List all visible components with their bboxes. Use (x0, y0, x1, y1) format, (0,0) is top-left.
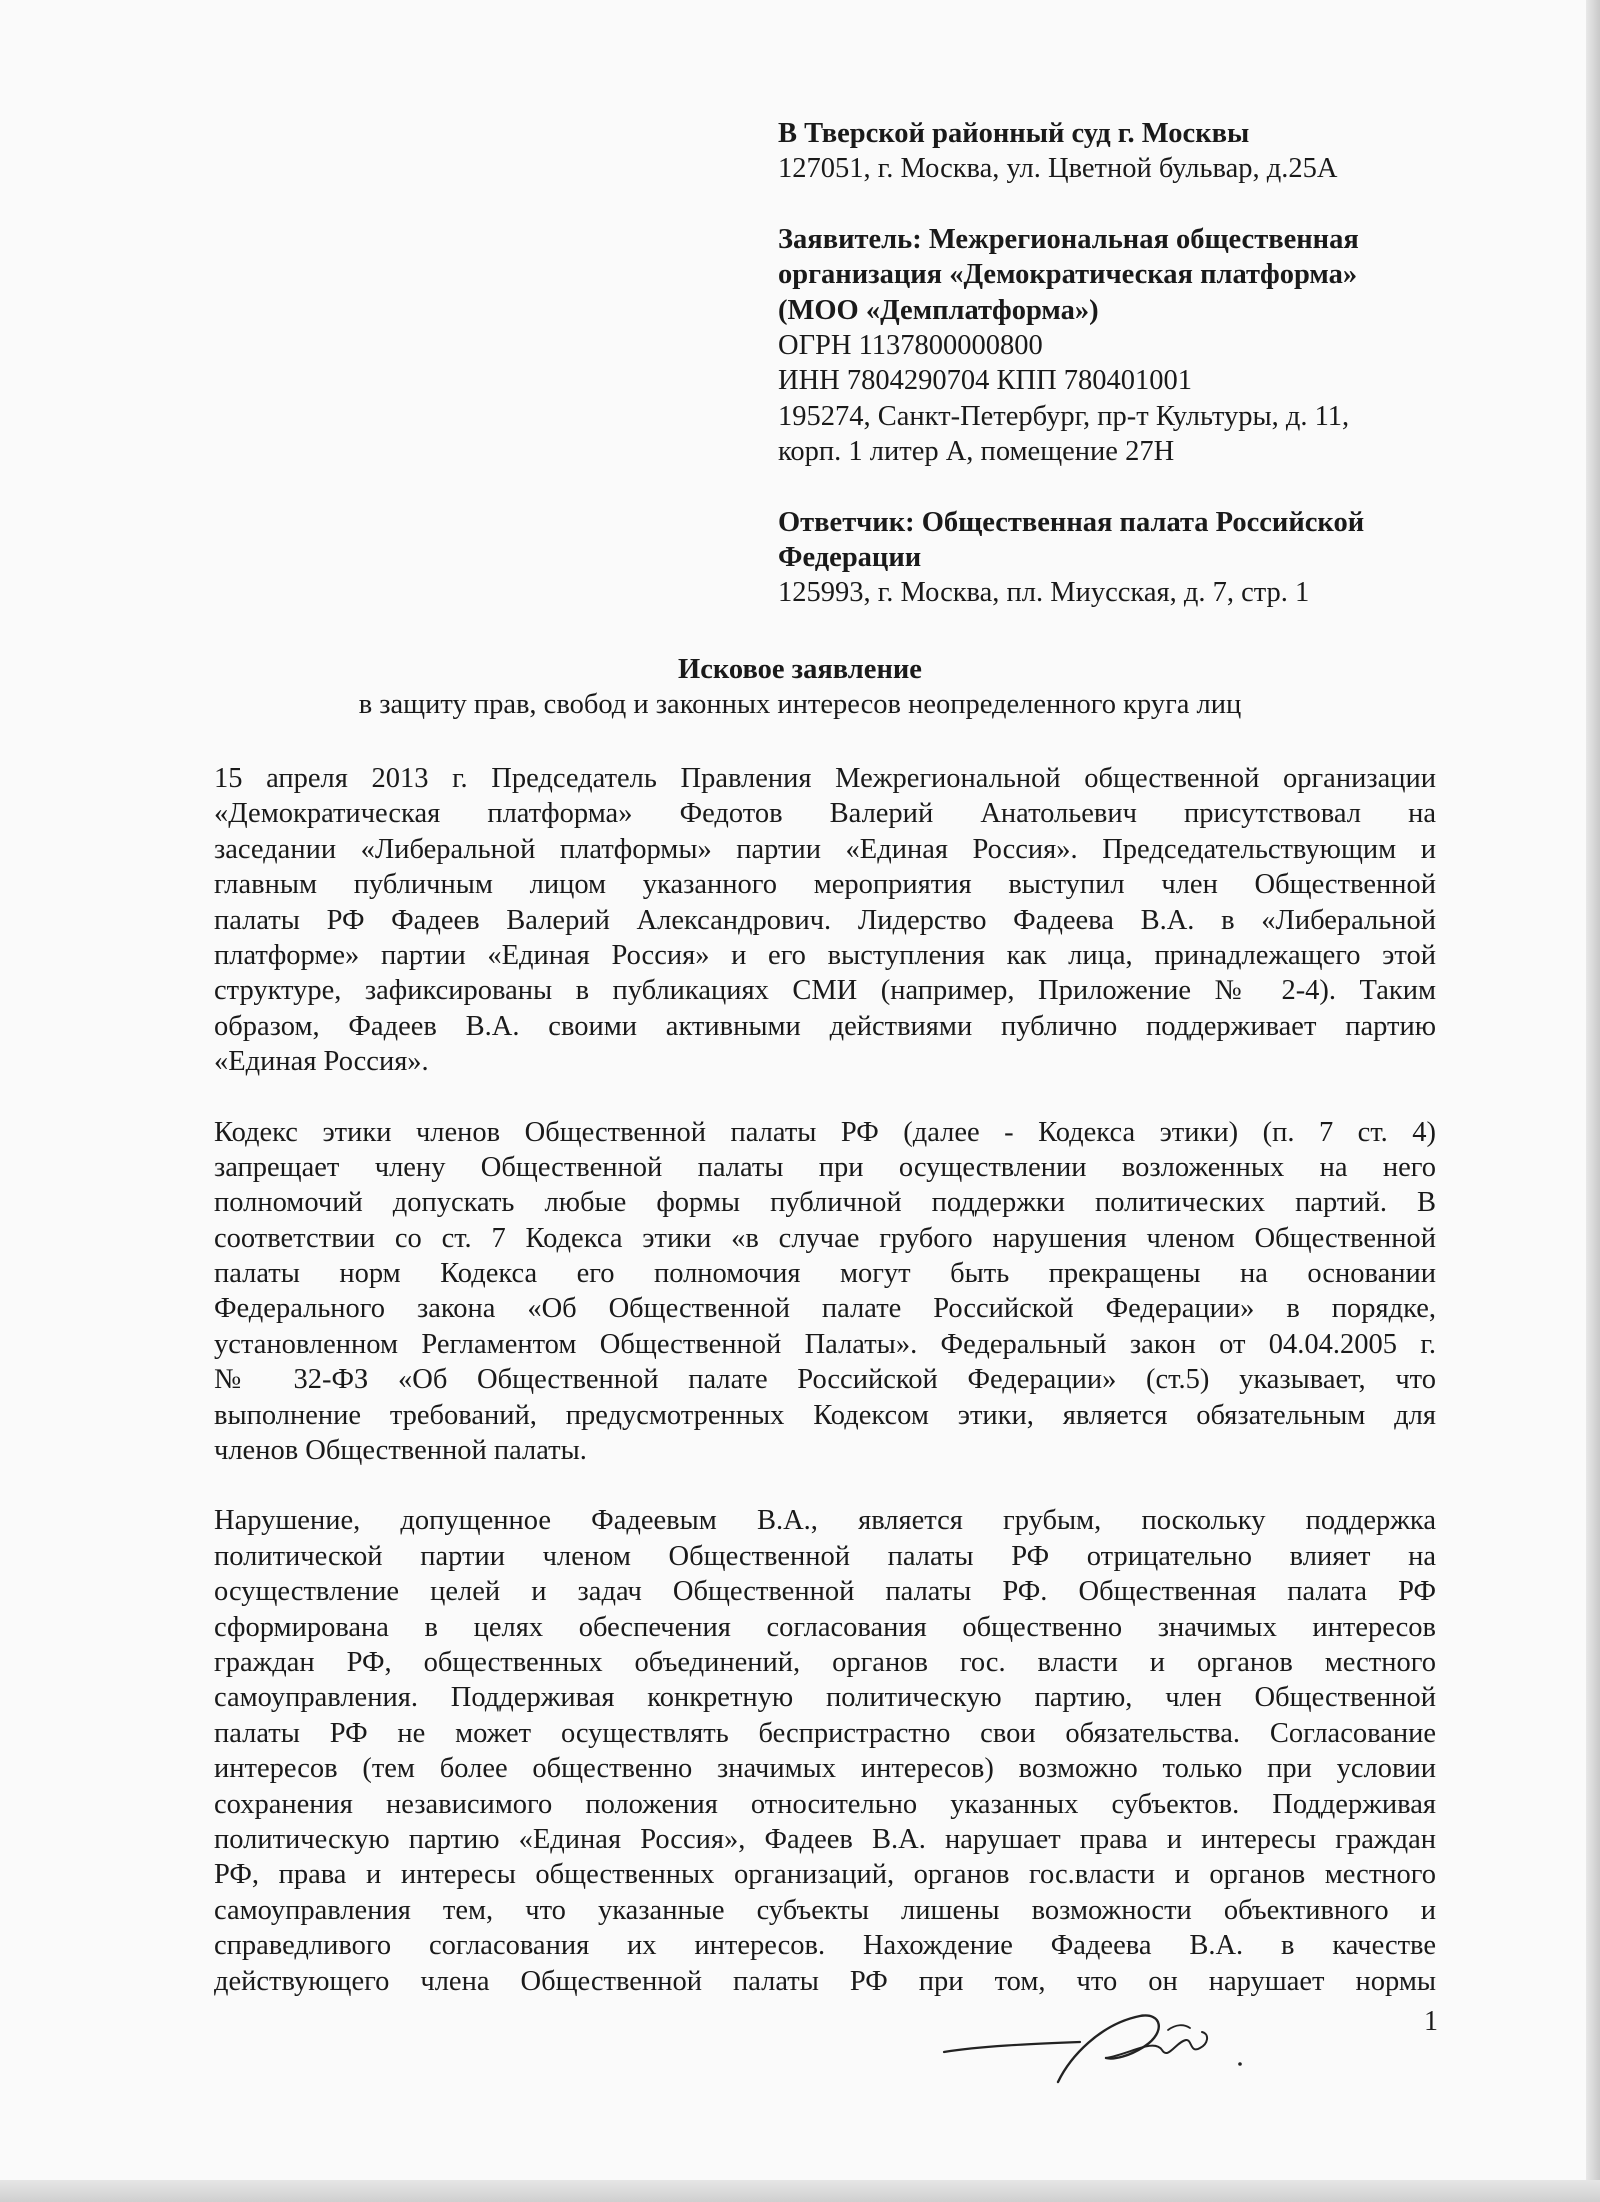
defendant-block (778, 505, 1438, 611)
applicant-inn-kpp: ИНН 7804290704 КПП 780401001 (778, 365, 1193, 397)
paragraph-line: Кодекс этики членов Общественной палаты РФ (далее - Кодекса этики) (п. 7 ст. 4) (214, 1116, 1436, 1148)
title-subheading: в защиту прав, свобод и законных интересов неопределенного круга лиц (358, 689, 1242, 721)
paragraph-line: РФ, права и интересы общественных организаций, органов гос.власти и органов местного (214, 1859, 1436, 1891)
document-title (0, 652, 1600, 723)
paragraph-line: действующего члена Общественной палаты РФ при том, что он нарушает нормы (214, 1965, 1436, 1997)
signature-icon (940, 2002, 1270, 2092)
applicant-address-line: 195274, Санкт-Петербург, пр-т Культуры, д. 11, (778, 400, 1350, 432)
paragraph-line: образом, Фадеев В.А. своими активными действиями публично поддерживает партию (214, 1010, 1436, 1042)
paragraph-line: Федерального закона «Об Общественной палате Российской Федерации» в порядке, (214, 1293, 1436, 1325)
paragraph-line: Нарушение, допущенное Фадеевым В.А., является грубым, поскольку поддержка (214, 1505, 1436, 1537)
paragraph-line: политической партии членом Общественной палаты РФ отрицательно влияет на (214, 1540, 1436, 1572)
paragraph-line: полномочий допускать любые формы публичной поддержки политических партий. В (214, 1187, 1436, 1219)
title-heading: Исковое заявление (678, 654, 922, 685)
paragraph-line: № 32-ФЗ «Об Общественной палате Российской Федерации» (ст.5) указывает, что (214, 1364, 1436, 1396)
paragraph-line: палаты РФ не может осуществлять беспристрастно свои обязательства. Согласование (214, 1717, 1436, 1749)
paragraph-line: «Демократическая платформа» Федотов Валерий Анатольевич присутствовал на (214, 798, 1436, 830)
paragraph-line: заседании «Либеральной платформы» партии «Единая Россия». Председательствующим и (214, 833, 1436, 865)
paragraph-line: установленном Регламентом Общественной Палаты». Федеральный закон от 04.04.2005 г. (214, 1328, 1436, 1360)
paragraph (214, 1115, 1436, 1469)
paragraph-line: политическую партию «Единая Россия», Фадеев В.А. нарушает права и интересы граждан (214, 1823, 1436, 1855)
paragraph-line: соответствии со ст. 7 Кодекса этики «в случае грубого нарушения членом Общественной (214, 1222, 1436, 1254)
defendant-label-line: Федерации (778, 542, 922, 574)
paragraph-line: сформирована в целях обеспечения согласования общественно значимых интересов (214, 1611, 1436, 1643)
applicant-label-line: Заявитель: Межрегиональная общественная (778, 223, 1359, 255)
court-block (778, 116, 1438, 187)
page-edge-shadow (1586, 0, 1600, 2202)
paragraph-line: «Единая Россия». (214, 1046, 429, 1078)
paragraph-line: платформе» партии «Единая Россия» и его выступления как лица, принадлежащего этой (214, 939, 1436, 971)
paragraph-line: самоуправления. Поддерживая конкретную политическую партию, член Общественной (214, 1682, 1436, 1714)
paragraph-line: граждан РФ, общественных объединений, органов гос. власти и органов местного (214, 1646, 1436, 1678)
addressee-block (778, 116, 1438, 646)
applicant-label-line: организация «Демократическая платформа» (778, 259, 1358, 291)
paragraph (214, 1503, 1436, 1998)
paragraph-line: палаты РФ Фадеев Валерий Александрович. Лидерство Фадеева В.А. в «Либеральной (214, 904, 1436, 936)
applicant-address-line: корп. 1 литер А, помещение 27Н (778, 436, 1175, 468)
paragraph-line: самоуправления тем, что указанные субъекты лишены возможности объективного и (214, 1894, 1436, 1926)
paragraph-line: палаты норм Кодекса его полномочия могут быть прекращены на основании (214, 1258, 1436, 1290)
court-address: 127051, г. Москва, ул. Цветной бульвар, д.25А (778, 153, 1338, 185)
document-body (214, 761, 1436, 2034)
paragraph-line: сохранения независимого положения относительно указанных субъектов. Поддерживая (214, 1788, 1436, 1820)
paragraph-line: запрещает члену Общественной палаты при осуществлении возложенных на него (214, 1151, 1436, 1183)
court-name: В Тверской районный суд г. Москвы (778, 118, 1250, 149)
applicant-block (778, 222, 1438, 470)
defendant-label-line: Ответчик: Общественная палата Российской (778, 506, 1365, 538)
applicant-label-line: (МОО «Демплатформа») (778, 294, 1099, 326)
paragraph-line: 15 апреля 2013 г. Председатель Правления Межрегиональной общественной организации (214, 763, 1436, 794)
paragraph-line: справедливого согласования их интересов. Нахождение Фадеева В.А. в качестве (214, 1930, 1436, 1962)
page-number: 1 (1424, 2006, 1438, 2037)
paragraph-line: структуре, зафиксированы в публикациях СМИ (например, Приложение № 2-4). Таким (214, 975, 1436, 1007)
paragraph (214, 761, 1436, 1080)
paragraph-line: выполнение требований, предусмотренных Кодексом этики, является обязательным для (214, 1399, 1436, 1431)
paragraph-line: главным публичным лицом указанного мероприятия выступил член Общественной (214, 869, 1436, 901)
applicant-ogrn: ОГРН 1137800000800 (778, 330, 1043, 362)
defendant-address: 125993, г. Москва, пл. Миусская, д. 7, стр. 1 (778, 577, 1310, 609)
page-edge-shadow (0, 2180, 1600, 2202)
paragraph-line: интересов (тем более общественно значимых интересов) возможно только при условии (214, 1753, 1436, 1785)
paragraph-line: осуществление целей и задач Общественной палаты РФ. Общественная палата РФ (214, 1576, 1436, 1608)
paragraph-line: членов Общественной палаты. (214, 1435, 587, 1467)
